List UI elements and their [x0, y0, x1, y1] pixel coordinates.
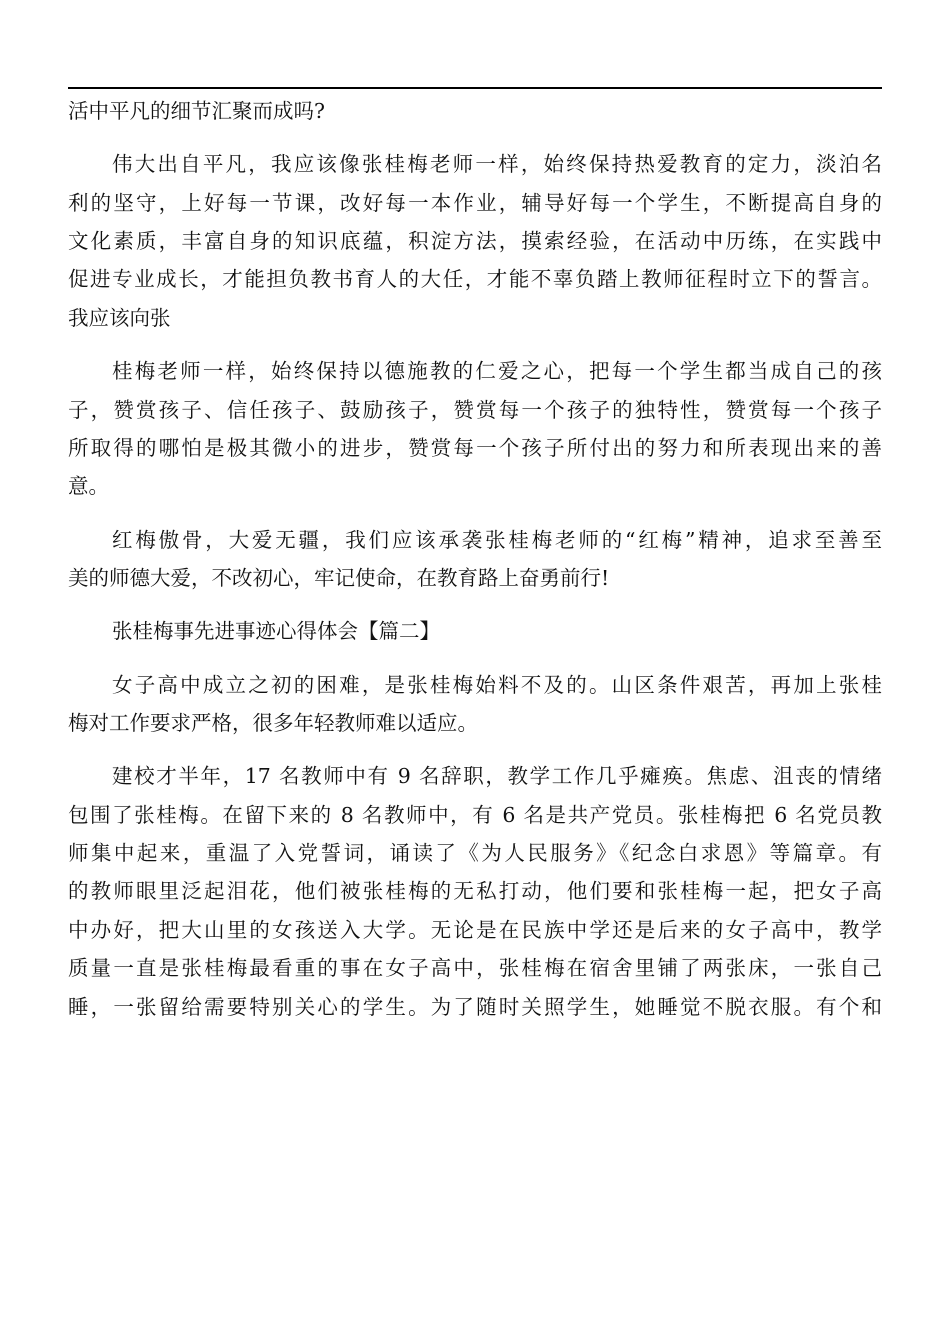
text-line: 文化素质，丰富自身的知识底蕴，积淀方法，摸索经验，在活动中历练，在实践中: [68, 229, 882, 254]
text-line: 女子高中成立之初的困难，是张桂梅始料不及的。山区条件艰苦，再加上张桂: [112, 672, 882, 697]
text-line: 建校才半年，17 名教师中有 9 名辞职，教学工作几乎瘫痪。焦虑、沮丧的情绪: [112, 764, 882, 789]
text-line: 伟大出自平凡，我应该像张桂梅老师一样，始终保持热爱教育的定力，淡泊名: [112, 152, 882, 177]
text-line: 中办好，把大山里的女孩送入大学。无论是在民族中学还是后来的女子高中，教学: [68, 917, 882, 942]
paragraph-gap: [68, 337, 882, 352]
text-line: 睡，一张留给需要特别关心的学生。为了随时关照学生，她睡觉不脱衣服。有个和: [68, 994, 882, 1019]
text-line: 梅对工作要求严格，很多年轻教师难以适应。: [68, 710, 478, 735]
text-line: 意。: [68, 474, 109, 499]
document-body: [68, 92, 882, 1026]
text-line: 红梅傲骨，大爱无疆，我们应该承袭张桂梅老师的“红梅”精神，追求至善至: [112, 527, 882, 552]
text-line: 师集中起来，重温了入党誓词，诵读了《为人民服务》《纪念白求恩》等篇章。有: [68, 840, 882, 865]
text-line: 质量一直是张桂梅最看重的事在女子高中，张桂梅在宿舍里铺了两张床，一张自己: [68, 956, 882, 981]
paragraph-gap: [68, 651, 882, 666]
text-line: 我应该向张: [68, 305, 171, 330]
paragraph-gap: [68, 597, 882, 612]
text-line: 活中平凡的细节汇聚而成吗?: [68, 99, 325, 123]
text-line: 张桂梅事先进事迹心得体会【篇二】: [112, 619, 440, 644]
text-line: 所取得的哪怕是极其微小的进步，赞赏每一个孩子所付出的努力和所表现出来的善: [68, 435, 882, 460]
text-line: 包围了张桂梅。在留下来的 8 名教师中，有 6 名是共产党员。张桂梅把 6 名党员教: [68, 802, 882, 827]
paragraph-gap: [68, 742, 882, 757]
text-line: 的教师眼里泛起泪花，他们被张桂梅的无私打动，他们要和张桂梅一起，把女子高: [68, 879, 882, 904]
text-line: 促进专业成长，才能担负教书育人的大任，才能不辜负踏上教师征程时立下的誓言。: [68, 267, 882, 292]
paragraph-gap: [68, 130, 882, 145]
paragraph-gap: [68, 506, 882, 521]
header-rule: [68, 87, 882, 89]
text-line: 美的师德大爱，不改初心，牢记使命，在教育路上奋勇前行!: [68, 565, 610, 590]
text-line: 子，赞赏孩子、信任孩子、鼓励孩子，赞赏每一个孩子的独特性，赞赏每一个孩子: [68, 397, 882, 422]
text-line: 桂梅老师一样，始终保持以德施教的仁爱之心，把每一个学生都当成自己的孩: [112, 359, 882, 384]
text-line: 利的坚守，上好每一节课，改好每一本作业，辅导好每一个学生，不断提高自身的: [68, 190, 882, 215]
